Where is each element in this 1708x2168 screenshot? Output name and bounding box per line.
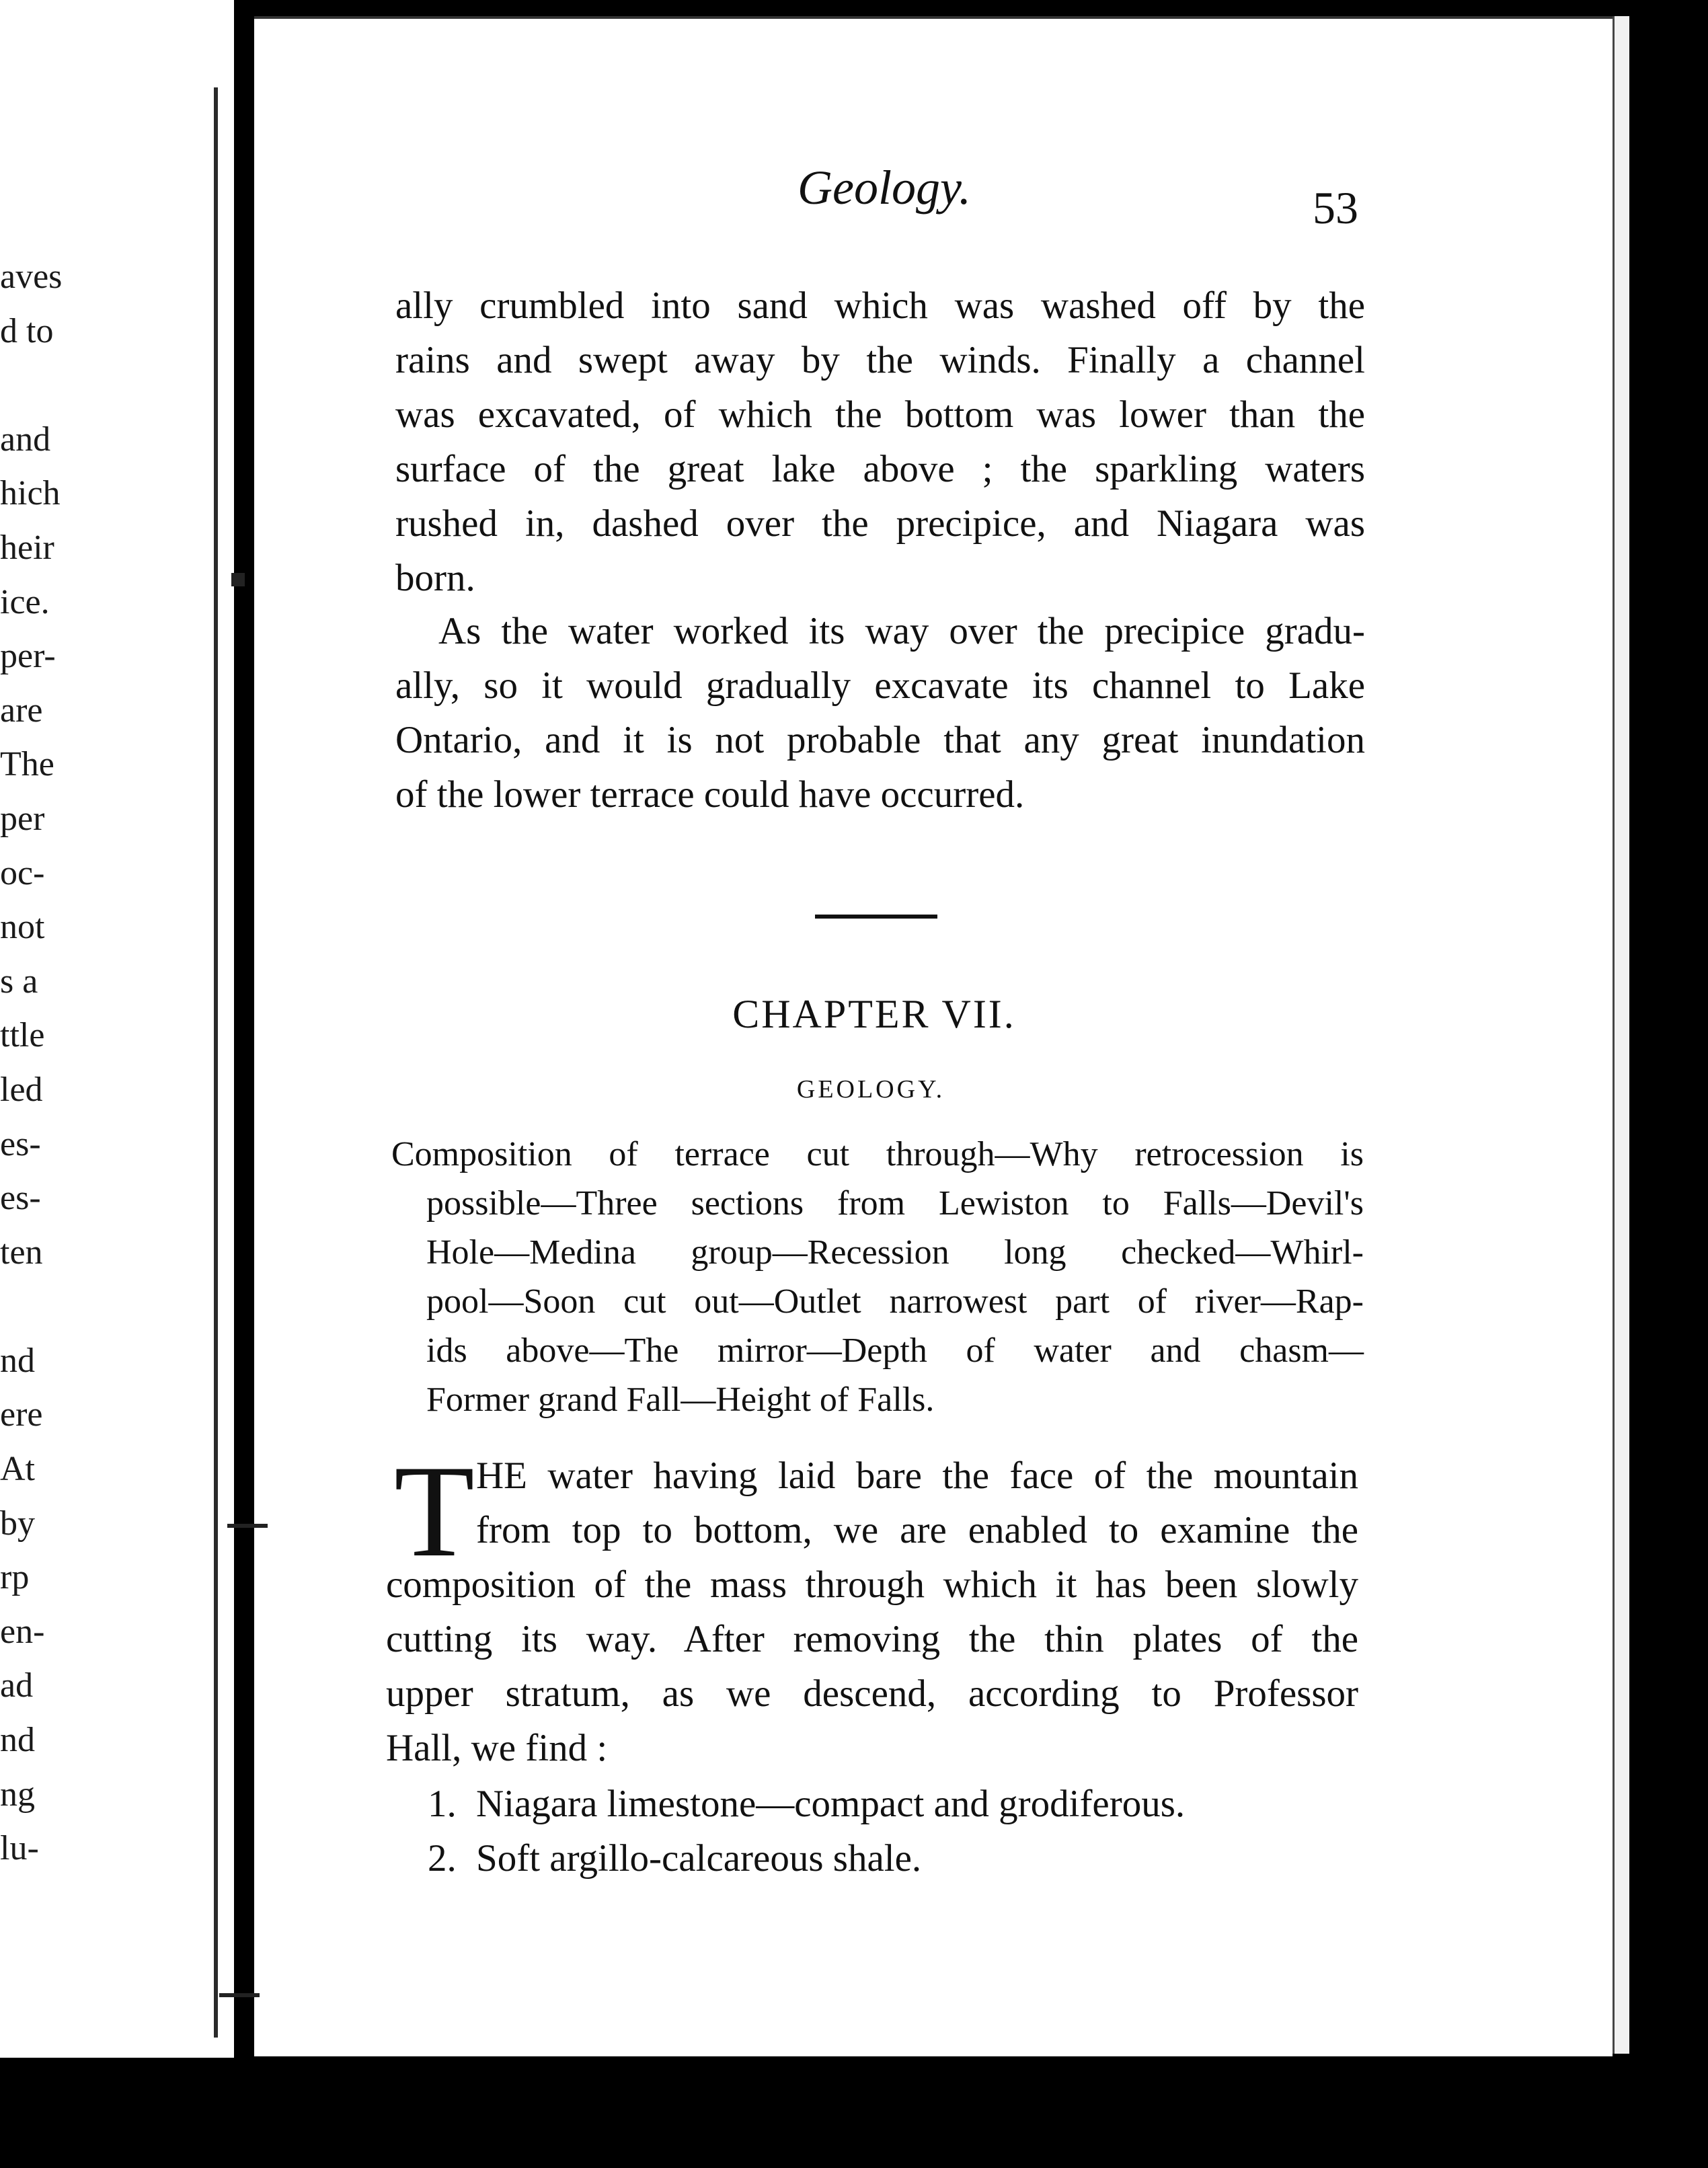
left-page-fragment: ice. — [0, 582, 50, 621]
left-page-fragment — [0, 1280, 74, 1334]
left-page-fragment: led — [0, 1070, 43, 1109]
text-line: Ontario, and it is not probable that any great inundation — [395, 719, 1365, 761]
left-page-fragment: nd — [0, 1721, 35, 1760]
synopsis-line: Former grand Fall—Height of Falls. — [426, 1381, 935, 1419]
left-page-fragment: ere — [0, 1395, 43, 1434]
section-divider-rule — [815, 915, 937, 919]
left-page-fragment: en- — [0, 1612, 45, 1651]
list-item — [428, 1831, 1369, 1886]
left-page-fragment: es- — [0, 1124, 41, 1163]
left-page-fragment: oc- — [0, 853, 45, 892]
list-item-text: Niagara limestone—compact and grodiferous. — [476, 1783, 1186, 1825]
text-line: rains and swept away by the winds. Finally a channel — [395, 339, 1365, 381]
synopsis-line: ids above—The mirror—Depth of water and chasm— — [426, 1331, 1364, 1370]
synopsis-line: Hole—Medina group—Recession long checked—Whirl- — [426, 1233, 1364, 1272]
left-page-fragment: are — [0, 691, 43, 730]
text-line: of the lower terrace could have occurred. — [395, 773, 1025, 816]
left-page-fragment: es- — [0, 1179, 41, 1218]
paragraph-1 — [395, 278, 1365, 605]
text-line: Hall, we find : — [386, 1727, 608, 1769]
drop-cap: T — [394, 1438, 475, 1584]
text-line: surface of the great lake above ; the sparkling waters — [395, 448, 1365, 490]
left-page-fragment: not — [0, 908, 45, 947]
synopsis-line: Composition of terrace cut through—Why retrocession is — [391, 1135, 1364, 1173]
left-page-text-fragments — [0, 250, 74, 1876]
left-page-fragment: ng — [0, 1775, 35, 1814]
left-page-fragment: by — [0, 1504, 35, 1543]
strata-list — [428, 1777, 1369, 1886]
binding-thread-mark — [219, 1993, 260, 1997]
text-line: upper stratum, as we descend, according to Professor — [386, 1672, 1358, 1715]
left-page-fragment: d to — [0, 311, 54, 350]
left-page-fragment: hich — [0, 474, 61, 513]
text-line: from top to bottom, we are enabled to examine the — [476, 1509, 1358, 1551]
text-line: was excavated, of which the bottom was lower than the — [395, 393, 1365, 436]
chapter-title: CHAPTER VII. — [732, 992, 1016, 1036]
left-page-fragment: aves — [0, 258, 63, 296]
text-line: composition of the mass through which it has been slowly — [386, 1563, 1358, 1606]
scan-border-bottom — [0, 2058, 1708, 2168]
text-line: rushed in, dashed over the precipice, and Niagara was — [395, 502, 1365, 545]
text-line: As the water worked its way over the precipice gradu- — [438, 610, 1365, 652]
left-page-fragment — [0, 358, 74, 413]
text-line: ally crumbled into sand which was washed off by the — [395, 284, 1365, 327]
binding-thread-mark — [227, 1524, 268, 1528]
running-head-title: Geology. — [798, 161, 971, 215]
page-number: 53 — [1313, 182, 1358, 233]
left-page-fragment: rp — [0, 1558, 30, 1597]
left-page-fragment: s a — [0, 962, 38, 1001]
binding-thread-mark — [231, 573, 245, 586]
left-page-gutter-shadow — [214, 87, 218, 2038]
chapter-subtitle: GEOLOGY. — [796, 1075, 945, 1104]
synopsis-line: pool—Soon cut out—Outlet narrowest part of river—Rap- — [426, 1282, 1364, 1321]
list-item-number: 1. — [428, 1783, 457, 1825]
left-page-fragment: nd — [0, 1341, 35, 1380]
list-item-text: Soft argillo-calcareous shale. — [476, 1837, 922, 1880]
left-page-fragment: and — [0, 420, 51, 459]
left-page-fragment: heir — [0, 528, 54, 567]
left-page-fragment: lu- — [0, 1829, 39, 1868]
left-page-fragment: per — [0, 799, 45, 838]
list-item-number: 2. — [428, 1837, 457, 1880]
chapter-body-paragraph — [386, 1438, 1358, 1775]
left-page-fragment: per- — [0, 637, 56, 676]
text-line: HE water having laid bare the face of the mountain — [476, 1455, 1358, 1497]
left-page-fragment: ten — [0, 1233, 43, 1272]
left-page-fragment: ad — [0, 1666, 34, 1705]
left-page-fragment: ttle — [0, 1016, 45, 1055]
text-line: cutting its way. After removing the thin plates of the — [386, 1618, 1358, 1660]
list-item — [428, 1777, 1369, 1831]
chapter-synopsis — [391, 1130, 1364, 1424]
paragraph-2 — [395, 604, 1365, 822]
text-line: ally, so it would gradually excavate its channel to Lake — [395, 664, 1365, 707]
synopsis-line: possible—Three sections from Lewiston to Falls—Devil's — [426, 1184, 1364, 1223]
left-page-fragment: At — [0, 1450, 35, 1489]
text-line: born. — [395, 557, 475, 599]
left-page-fragment: The — [0, 745, 54, 784]
